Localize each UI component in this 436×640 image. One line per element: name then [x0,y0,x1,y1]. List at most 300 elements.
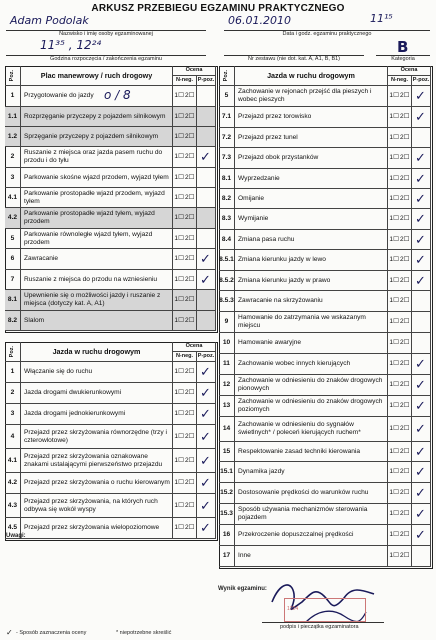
rating-2-checkbox[interactable]: ☐ [403,297,410,305]
rating-1-label: 1 [174,112,179,120]
pass-cell[interactable] [412,525,431,546]
rating-1-checkbox[interactable]: ☐ [393,531,399,539]
rating-2-label: 2 [185,296,189,304]
rating-2-label: 2 [185,214,189,222]
row-number: 8.1 [219,169,235,189]
row-number: 4.2 [5,208,21,229]
rating-2-checkbox[interactable]: ☐ [188,112,195,120]
rating-1-label: 1 [174,368,179,376]
row-number: 8.2 [5,311,21,331]
rating-1-label: 1 [389,256,394,264]
column-header-nneg: N-neg. [173,76,197,86]
row-number: 7.3 [219,148,235,169]
rating-1-label: 1 [389,113,394,121]
rating-2-label: 2 [185,524,189,532]
pass-check-mark: ✓ [415,357,426,372]
rating-cell [173,383,197,404]
pass-cell[interactable] [412,128,431,148]
rating-2-checkbox[interactable]: ☐ [188,255,195,263]
rating-2-label: 2 [400,256,404,264]
rating-2-checkbox[interactable]: ☐ [403,489,410,497]
rating-2-label: 2 [400,402,404,410]
rating-cell [388,209,412,230]
rating-1-label: 1 [389,339,394,347]
row-number: 6 [5,249,21,270]
rating-2-checkbox[interactable]: ☐ [188,524,195,532]
row-label: Zawracanie [21,249,173,270]
category-value: B [397,38,409,56]
rating-1-checkbox[interactable]: ☐ [393,468,399,476]
row-label: Zachowanie wobec innych kierujących [235,354,388,375]
pass-cell[interactable] [197,473,216,494]
pass-check-mark: ✓ [415,507,426,522]
rating-2-label: 2 [400,552,404,560]
rating-1-checkbox[interactable]: ☐ [178,173,184,181]
row-number: 8.5.1 [219,250,235,271]
row-number: 15.2 [219,483,235,504]
pass-cell[interactable] [197,311,216,331]
row-label: Slalom [21,311,173,331]
column-header-nneg: N-neg. [388,76,412,86]
pass-check-mark: ✓ [200,386,211,401]
pass-check-mark: ✓ [415,465,426,480]
row-label: Przejazd przez skrzyżowania, na których ruch odbywa się wokół wyspy [21,494,173,518]
row-number: 8.4 [219,230,235,250]
rating-cell [173,425,197,449]
rating-1-checkbox[interactable]: ☐ [178,432,184,440]
rating-2-checkbox[interactable]: ☐ [403,133,410,141]
rating-2-label: 2 [185,132,189,140]
rating-2-label: 2 [400,276,404,284]
rating-2-checkbox[interactable]: ☐ [403,425,410,433]
rating-cell [173,249,197,270]
rating-1-label: 1 [389,318,394,326]
pass-check-mark: ✓ [415,110,426,125]
pass-cell[interactable] [197,127,216,147]
pass-cell[interactable] [412,462,431,483]
rating-2-checkbox[interactable]: ☐ [403,113,410,121]
rating-cell [388,442,412,462]
pass-cell[interactable] [412,417,431,442]
row-number: 4.5 [5,518,21,539]
rating-1-checkbox[interactable]: ☐ [393,194,399,202]
rating-2-checkbox[interactable]: ☐ [403,235,410,243]
rating-cell [388,462,412,483]
rating-cell [388,417,412,442]
rating-1-label: 1 [389,92,394,100]
row-label: Wyprzedzanie [235,169,388,189]
rating-1-label: 1 [389,489,394,497]
pass-cell[interactable] [412,230,431,250]
pass-cell[interactable] [197,208,216,229]
rating-1-label: 1 [174,501,179,509]
row-number: 4.3 [5,494,21,518]
rating-1-label: 1 [174,132,179,140]
rating-2-checkbox[interactable]: ☐ [403,402,410,410]
rating-1-checkbox[interactable]: ☐ [393,489,399,497]
row-number: 4.1 [5,449,21,473]
row-number: 7 [5,270,21,290]
rating-2-label: 2 [400,174,404,182]
rating-cell [388,291,412,312]
row-number: 4.2 [5,473,21,494]
rating-2-checkbox[interactable]: ☐ [403,468,410,476]
pass-cell[interactable] [412,504,431,525]
rating-1-checkbox[interactable]: ☐ [178,316,184,324]
pass-cell[interactable] [197,404,216,425]
rating-1-checkbox[interactable]: ☐ [178,112,184,120]
pass-cell[interactable] [412,483,431,504]
row-number: 7.2 [219,128,235,148]
examiner-stamp [284,598,366,622]
pass-cell[interactable] [412,312,431,333]
row-number: 15.3 [219,504,235,525]
rating-2-checkbox[interactable]: ☐ [403,276,410,284]
poz-label: Poz. [8,345,15,358]
rating-1-checkbox[interactable]: ☐ [393,318,399,326]
row-label: Parkowanie prostopadłe wjazd tyłem, wyjazd przodem [21,208,173,229]
pass-cell[interactable] [197,449,216,473]
rating-cell [388,504,412,525]
pass-cell[interactable] [412,333,431,354]
rating-1-checkbox[interactable]: ☐ [178,389,184,397]
row-label: Upewnienie się o możliwości jazdy i ruszanie z miejsca (dotyczy kat. A, A1) [21,290,173,311]
rating-1-checkbox[interactable]: ☐ [393,276,399,284]
rating-1-label: 1 [389,133,394,141]
pass-cell[interactable] [412,442,431,462]
pass-cell[interactable] [412,375,431,396]
test-set-caption: Nr zestawu (nie dot. kat. A, A1, B, B1) [247,56,340,62]
pass-cell[interactable] [412,148,431,169]
legend-mark-text: - Sposób zaznaczenia oceny [16,630,87,636]
rating-2-label: 2 [400,489,404,497]
rating-1-label: 1 [389,425,394,433]
rating-2-label: 2 [400,318,404,326]
rating-2-label: 2 [185,410,189,418]
rating-2-checkbox[interactable]: ☐ [403,174,410,182]
pass-cell[interactable] [197,86,216,107]
row-number: 4 [5,425,21,449]
rating-1-label: 1 [389,276,394,284]
rating-1-checkbox[interactable]: ☐ [178,296,184,304]
row-label: Przejazd przez skrzyżowania o ruchu kierowanym [21,473,173,494]
rating-1-checkbox[interactable]: ☐ [178,255,184,263]
pass-check-mark: ✓ [415,191,426,207]
rating-1-checkbox[interactable]: ☐ [178,234,184,242]
rating-1-label: 1 [174,153,179,161]
row-number: 13 [219,396,235,417]
pass-cell[interactable] [412,291,431,312]
rating-1-checkbox[interactable]: ☐ [393,447,399,455]
pass-cell[interactable] [412,396,431,417]
rating-2-checkbox[interactable]: ☐ [188,296,195,304]
rating-2-checkbox[interactable]: ☐ [403,510,410,518]
rating-2-checkbox[interactable]: ☐ [403,531,410,539]
rating-2-checkbox[interactable]: ☐ [403,552,410,560]
row-number: 2 [5,383,21,404]
pass-cell[interactable] [412,271,431,291]
rating-cell [388,396,412,417]
rating-2-label: 2 [400,531,404,539]
rating-2-checkbox[interactable]: ☐ [403,194,410,202]
rating-1-checkbox[interactable]: ☐ [178,456,184,464]
rating-2-checkbox[interactable]: ☐ [188,432,195,440]
rating-2-checkbox[interactable]: ☐ [188,389,195,397]
rating-1-checkbox[interactable]: ☐ [393,92,399,100]
row-label: Przekroczenie dopuszczalnej prędkości [235,525,388,546]
rating-2-checkbox[interactable]: ☐ [188,456,195,464]
rating-cell [173,518,197,539]
rating-1-label: 1 [389,297,394,305]
row-number: 1 [5,86,21,107]
rating-2-label: 2 [400,360,404,368]
rating-cell [173,168,197,188]
column-header-title: Jazda w ruchu drogowym [235,66,388,86]
rating-2-checkbox[interactable]: ☐ [403,381,410,389]
exam-time-value: 11¹⁵ [370,12,393,25]
rating-cell [173,404,197,425]
pass-cell[interactable] [412,546,431,567]
column-header-poz [5,66,21,86]
rating-2-label: 2 [400,510,404,518]
rating-cell [388,128,412,148]
rating-1-label: 1 [389,510,394,518]
row-label: Zachowanie w odniesieniu do znaków drogowych poziomych [235,396,388,417]
rating-2-checkbox[interactable]: ☐ [403,92,410,100]
rating-1-checkbox[interactable]: ☐ [393,510,399,518]
rating-2-checkbox[interactable]: ☐ [188,234,195,242]
rating-1-checkbox[interactable]: ☐ [393,256,399,264]
rating-2-checkbox[interactable]: ☐ [403,318,410,326]
category-caption: Kategoria [391,56,415,62]
rating-1-checkbox[interactable]: ☐ [393,402,399,410]
rating-2-checkbox[interactable]: ☐ [403,339,410,347]
row-number: 1.2 [5,127,21,147]
row-label: Przejazd przez tunel [235,128,388,148]
pass-check-mark: ✓ [200,476,211,491]
pass-cell[interactable] [197,494,216,518]
rating-1-checkbox[interactable]: ☐ [393,133,399,141]
rating-1-checkbox[interactable]: ☐ [393,154,399,162]
rating-cell [173,290,197,311]
rating-1-checkbox[interactable]: ☐ [178,275,184,283]
rating-2-label: 2 [185,456,189,464]
rating-1-checkbox[interactable]: ☐ [178,193,184,201]
rating-2-label: 2 [400,194,404,202]
pass-cell[interactable] [412,209,431,230]
pass-cell[interactable] [197,147,216,168]
rating-1-checkbox[interactable]: ☐ [393,381,399,389]
rating-1-label: 1 [389,531,394,539]
row-label: Dostosowanie prędkości do warunków ruchu [235,483,388,504]
rating-2-checkbox[interactable]: ☐ [403,256,410,264]
pass-cell[interactable] [197,188,216,208]
pass-check-mark: ✓ [200,365,211,380]
pass-check-mark: ✓ [200,498,211,514]
rating-1-checkbox[interactable]: ☐ [178,132,184,140]
pass-cell[interactable] [197,518,216,539]
pass-cell[interactable] [197,168,216,188]
pass-cell[interactable] [197,362,216,383]
row-number: 15.1 [219,462,235,483]
rating-1-label: 1 [389,194,394,202]
row-number: 7.1 [219,107,235,128]
row-number: 5 [5,229,21,249]
rating-1-label: 1 [174,410,179,418]
rating-1-checkbox[interactable]: ☐ [178,214,184,222]
rating-1-checkbox[interactable]: ☐ [393,235,399,243]
rating-1-label: 1 [389,402,394,410]
row-label: Zawracanie na skrzyżowaniu [235,291,388,312]
rating-cell [388,525,412,546]
rating-1-checkbox[interactable]: ☐ [178,153,184,161]
rating-1-checkbox[interactable]: ☐ [178,479,184,487]
pass-cell[interactable] [412,169,431,189]
rating-2-checkbox[interactable]: ☐ [188,501,195,509]
rating-2-checkbox[interactable]: ☐ [188,173,195,181]
stamp-number: 1724 [287,606,299,612]
rating-2-label: 2 [185,193,189,201]
column-header-poz [219,66,235,86]
rating-2-checkbox[interactable]: ☐ [403,360,410,368]
row-label: Zmiana kierunku jazdy w prawo [235,271,388,291]
pass-check-mark: ✓ [200,150,211,165]
row-label: Jazda drogami dwukierunkowymi [21,383,173,404]
row-label: Zmiana pasa ruchu [235,230,388,250]
row-label: Przejazd przez torowisko [235,107,388,128]
rating-1-label: 1 [389,447,394,455]
row-number: 12 [219,375,235,396]
rating-2-label: 2 [185,368,189,376]
rating-1-checkbox[interactable]: ☐ [393,174,399,182]
rating-1-label: 1 [174,389,179,397]
row-label: Parkowanie skośne wjazd przodem, wyjazd tyłem [21,168,173,188]
rating-cell [173,107,197,127]
rating-1-label: 1 [174,316,179,324]
rating-2-checkbox[interactable]: ☐ [403,154,410,162]
rating-cell [173,362,197,383]
pass-cell[interactable] [412,189,431,209]
rating-2-label: 2 [400,133,404,141]
rating-1-checkbox[interactable]: ☐ [178,92,184,100]
rating-2-checkbox[interactable]: ☐ [403,215,410,223]
rating-2-checkbox[interactable]: ☐ [188,153,195,161]
pass-cell[interactable] [197,290,216,311]
column-header-ocena: Ocena [173,66,216,76]
row-number: 1.1 [5,107,21,127]
pass-cell[interactable] [197,229,216,249]
pass-cell[interactable] [412,107,431,128]
rating-2-checkbox[interactable]: ☐ [188,479,195,487]
row-label: Hamowanie awaryjne [235,333,388,354]
rating-2-checkbox[interactable]: ☐ [188,193,195,201]
column-header-ppoz: P-poz. [197,352,216,362]
poz-label: Poz. [222,69,229,82]
rating-cell [388,312,412,333]
rating-1-label: 1 [389,360,394,368]
rating-1-checkbox[interactable]: ☐ [393,297,399,305]
pass-check-mark: ✓ [415,273,426,289]
row-label: Omijanie [235,189,388,209]
rating-1-label: 1 [174,92,179,100]
pass-cell[interactable] [197,249,216,270]
rating-cell [388,230,412,250]
rating-2-label: 2 [400,339,404,347]
rating-2-checkbox[interactable]: ☐ [188,92,195,100]
rating-1-checkbox[interactable]: ☐ [393,552,399,560]
rating-2-checkbox[interactable]: ☐ [188,410,195,418]
pass-cell[interactable] [412,86,431,107]
row-number: 4.1 [5,188,21,208]
rating-2-checkbox[interactable]: ☐ [188,214,195,222]
column-header-ppoz: P-poz. [412,76,431,86]
row-number: 10 [219,333,235,354]
pass-cell[interactable] [412,354,431,375]
rating-1-checkbox[interactable]: ☐ [393,339,399,347]
date-caption: Data i godz. egzaminu praktycznego [282,31,372,37]
rating-1-checkbox[interactable]: ☐ [393,215,399,223]
rating-2-checkbox[interactable]: ☐ [188,132,195,140]
result-label: Wynik egzaminu: [218,586,267,592]
pass-cell[interactable] [197,107,216,127]
rating-2-label: 2 [400,92,404,100]
rating-cell [173,270,197,290]
rating-1-checkbox[interactable]: ☐ [178,501,184,509]
rating-2-label: 2 [400,154,404,162]
rating-cell [173,311,197,331]
rating-1-label: 1 [389,552,394,560]
rating-2-checkbox[interactable]: ☐ [188,275,195,283]
pass-cell[interactable] [197,425,216,449]
row-label: Respektowanie zasad techniki kierowania [235,442,388,462]
rating-2-label: 2 [185,501,189,509]
rating-1-label: 1 [174,479,179,487]
row-label: Sprzęganie przyczepy z pojazdem silnikowym [21,127,173,147]
rating-2-label: 2 [185,432,189,440]
column-header-ppoz: P-poz. [197,76,216,86]
rating-1-checkbox[interactable]: ☐ [178,410,184,418]
row-number: 9 [219,312,235,333]
rating-1-checkbox[interactable]: ☐ [393,113,399,121]
rating-1-label: 1 [174,234,179,242]
rating-2-label: 2 [185,275,189,283]
rating-1-checkbox[interactable]: ☐ [178,368,184,376]
rating-1-checkbox[interactable]: ☐ [393,425,399,433]
rating-1-checkbox[interactable]: ☐ [178,524,184,532]
pass-check-mark: ✓ [415,253,426,268]
rating-2-checkbox[interactable]: ☐ [188,316,195,324]
rating-cell [388,271,412,291]
rating-2-checkbox[interactable]: ☐ [188,368,195,376]
row-label: Przejazd przez skrzyżowania oznakowane znakami ustalającymi pierwszeństwo przejazdu [21,449,173,473]
rating-2-checkbox[interactable]: ☐ [403,447,410,455]
pass-cell[interactable] [197,270,216,290]
rating-1-label: 1 [174,296,179,304]
row-label: Ruszanie z miejsca do przodu na wzniesieniu [21,270,173,290]
pass-check-mark: ✓ [200,429,211,445]
legend-mark: ✓ [6,628,13,637]
pass-cell[interactable] [412,250,431,271]
rating-2-label: 2 [185,234,189,242]
row-number: 1 [5,362,21,383]
pass-cell[interactable] [197,383,216,404]
rating-2-label: 2 [400,297,404,305]
rating-1-checkbox[interactable]: ☐ [393,360,399,368]
legend-footnote: * niepotrzebne skreślić [116,630,172,636]
row-label: Przejazd przez skrzyżowania równorzędne (trzy i czterowlotowe) [21,425,173,449]
rating-2-label: 2 [400,215,404,223]
rating-cell [388,189,412,209]
